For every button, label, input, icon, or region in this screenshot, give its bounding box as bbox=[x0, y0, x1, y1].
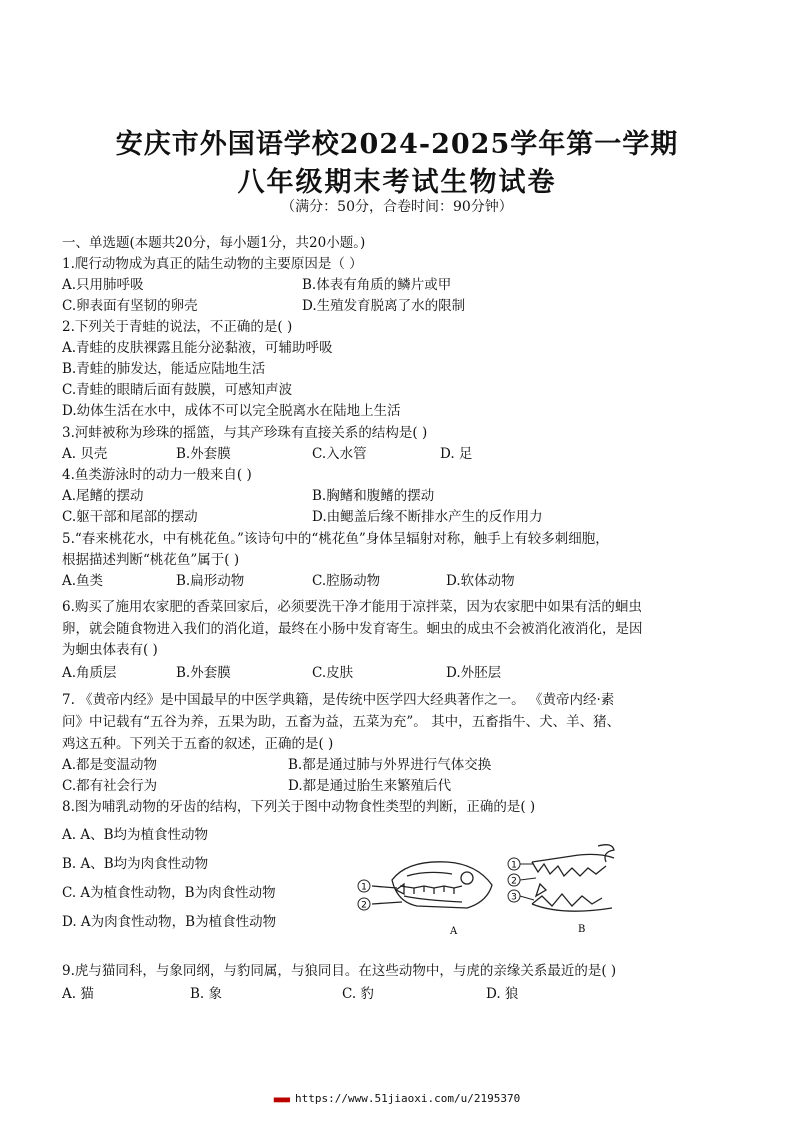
question-6-stem-line3: 为蛔虫体表有( ) bbox=[62, 642, 158, 658]
figure-b-label: B bbox=[578, 924, 586, 935]
question-4-option-a: A.尾鳍的摆动 bbox=[62, 488, 144, 504]
question-2-option-d: D.幼体生活在水中，成体不可以完全脱离水在陆地上生活 bbox=[62, 403, 401, 419]
question-5-option-a: A.鱼类 bbox=[62, 573, 104, 589]
question-6-option-b: B.外套膜 bbox=[176, 665, 231, 681]
question-8-stem: 8.图为哺乳动物的牙齿的结构，下列关于图中动物食性类型的判断，正确的是( ) bbox=[62, 799, 536, 815]
question-8-option-b: B. A、B均为肉食性动物 bbox=[62, 856, 209, 872]
carnivore-jaws-figure-b bbox=[502, 838, 642, 938]
question-9-option-d: D. 狼 bbox=[486, 986, 519, 1002]
question-9-option-c: C. 豹 bbox=[342, 986, 374, 1002]
question-4-option-c: C.躯干部和尾部的摆动 bbox=[62, 509, 198, 525]
question-3-option-c: C.入水管 bbox=[312, 446, 367, 462]
question-7-stem-line1: 7. 《黄帝内经》是中国最早的中医学典籍，是传统中医学四大经典著作之一。 《黄帝内经·素 bbox=[62, 692, 615, 708]
question-4-stem: 4.鱼类游泳时的动力一般来自( ) bbox=[62, 467, 252, 483]
exam-subtitle: （满分：50分，合卷时间：90分钟） bbox=[281, 199, 513, 215]
marker-1-figure-b: 1 bbox=[511, 860, 517, 871]
question-5-stem-line2: 根据描述判断“桃花鱼”属于( ) bbox=[62, 552, 240, 568]
question-4-option-b: B.胸鳍和腹鳍的摆动 bbox=[312, 488, 435, 504]
question-7-stem-line2: 问》中记载有“五谷为养，五果为助，五畜为益，五菜为充”。 其中，五畜指牛、犬、羊、猪、 bbox=[62, 714, 621, 730]
question-5-option-b: B.扁形动物 bbox=[176, 573, 245, 589]
figure-a-label: A bbox=[450, 926, 458, 937]
exam-title-line2: 八年级期末考试生物试卷 bbox=[237, 167, 557, 198]
question-3-option-b: B.外套膜 bbox=[176, 446, 231, 462]
question-7-option-a: A.都是变温动物 bbox=[62, 757, 158, 773]
question-8-option-a: A. A、B均为植食性动物 bbox=[62, 827, 209, 843]
question-5-option-c: C.腔肠动物 bbox=[312, 573, 381, 589]
question-6-stem-line2: 卵，就会随食物进入我们的消化道，最终在小肠中发育寄生。蛔虫的成虫不会被消化液消化，是因 bbox=[62, 621, 643, 637]
question-6-option-a: A.角质层 bbox=[62, 665, 117, 681]
question-1-stem: 1.爬行动物成为真正的陆生动物的主要原因是（ ） bbox=[62, 256, 363, 272]
watermark-logo: ■■■■ bbox=[273, 1095, 290, 1104]
question-3-stem: 3.河蚌被称为珍珠的摇篮，与其产珍珠有直接关系的结构是( ) bbox=[62, 425, 428, 441]
question-6-option-c: C.皮肤 bbox=[312, 665, 354, 681]
question-7-stem-line3: 鸡这五种。下列关于五畜的叙述，正确的是( ) bbox=[62, 736, 334, 752]
question-1-option-a: A.只用肺呼吸 bbox=[62, 277, 144, 293]
exam-title-line1: 安庆市外国语学校2024-2025学年第一学期 bbox=[115, 129, 679, 160]
question-6-stem-line1: 6.购买了施用农家肥的香菜回家后，必须要洗干净才能用于凉拌菜，因为农家肥中如果有活的蛔虫 bbox=[62, 599, 642, 615]
question-5-stem-line1: 5.“春来桃花水，中有桃花鱼。”该诗句中的“桃花鱼”身体呈辐射对称，触手上有较多刺细胞， bbox=[62, 531, 609, 547]
question-7-option-d: D.都是通过胎生来繁殖后代 bbox=[288, 778, 452, 794]
marker-3-figure-b: 3 bbox=[511, 892, 517, 903]
question-9-option-a: A. 猫 bbox=[62, 986, 94, 1002]
question-4-option-d: D.由鳃盖后缘不断排水产生的反作用力 bbox=[312, 509, 543, 525]
section-heading: 一、单选题(本题共20分，每小题1分，共20小题。) bbox=[62, 235, 366, 251]
marker-1-figure-a: 1 bbox=[361, 882, 367, 893]
question-1-option-c: C.卵表面有坚韧的卵壳 bbox=[62, 298, 198, 314]
question-2-option-a: A.青蛙的皮肤裸露且能分泌黏液，可辅助呼吸 bbox=[62, 340, 333, 356]
question-2-option-b: B.青蛙的肺发达，能适应陆地生活 bbox=[62, 361, 266, 377]
question-9-option-b: B. 象 bbox=[190, 986, 223, 1002]
question-5-option-d: D.软体动物 bbox=[446, 573, 515, 589]
question-8-option-c: C. A为植食性动物，B为肉食性动物 bbox=[62, 885, 276, 901]
question-3-option-a: A. 贝壳 bbox=[62, 446, 108, 462]
question-6-option-d: D.外胚层 bbox=[446, 665, 502, 681]
question-9-stem: 9.虎与猫同科，与象同纲，与豹同属，与狼同目。在这些动物中，与虎的亲缘关系最近的是( ) bbox=[62, 963, 617, 979]
question-1-option-b: B.体表有角质的鳞片或甲 bbox=[302, 277, 452, 293]
question-2-option-c: C.青蛙的眼睛后面有鼓膜，可感知声波 bbox=[62, 382, 293, 398]
question-7-option-c: C.都有社会行为 bbox=[62, 778, 158, 794]
footer bbox=[0, 1092, 794, 1105]
question-3-option-d: D. 足 bbox=[440, 446, 473, 462]
question-8-option-d: D. A为肉食性动物，B为植食性动物 bbox=[62, 914, 277, 930]
marker-2-figure-b: 2 bbox=[511, 876, 517, 887]
question-1-option-d: D.生殖发育脱离了水的限制 bbox=[302, 298, 466, 314]
footer-url[interactable]: https://www.51jiaoxi.com/u/2195370 bbox=[295, 1092, 521, 1105]
marker-2-figure-a: 2 bbox=[361, 900, 367, 911]
herbivore-skull-figure-a bbox=[352, 850, 502, 942]
question-7-option-b: B.都是通过肺与外界进行气体交换 bbox=[288, 757, 492, 773]
question-2-stem: 2.下列关于青蛙的说法，不正确的是( ) bbox=[62, 319, 293, 335]
